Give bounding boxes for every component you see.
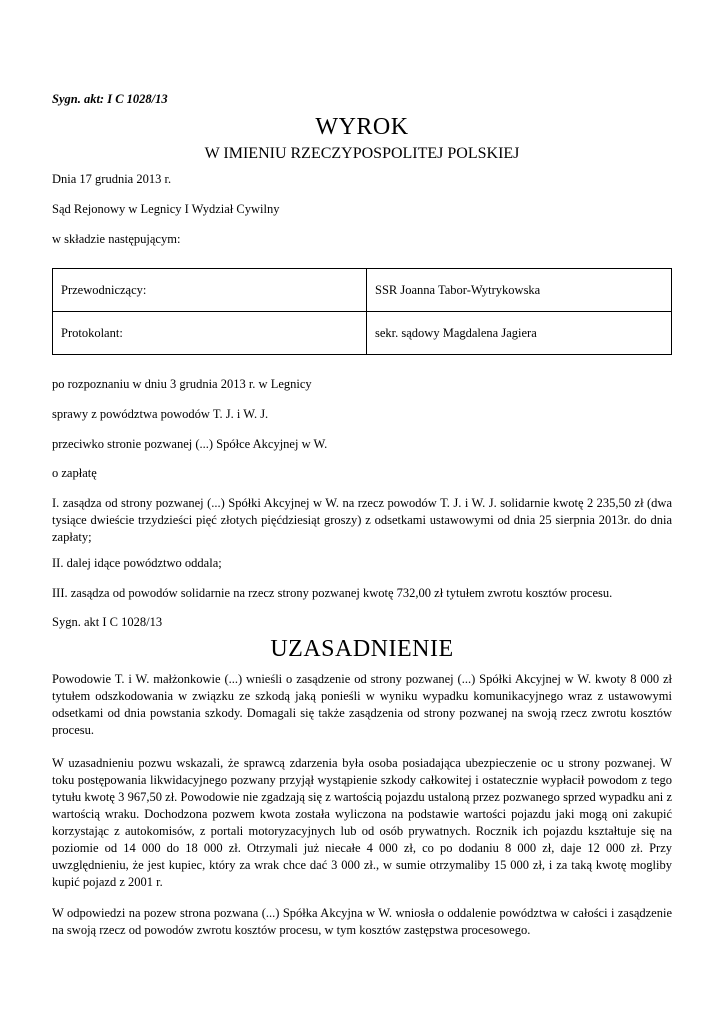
panel-role: Przewodniczący: <box>53 269 367 312</box>
table-row <box>53 269 672 312</box>
panel-person: SSR Joanna Tabor-Wytrykowska <box>367 269 672 312</box>
composition-label: w składzie następującym: <box>52 232 181 246</box>
justification-paragraph-3: W odpowiedzi na pozew strona pozwana (...) Spółka Akcyjna w W. wniosła o oddalenie powództwa w całości i zasądzenie na swoją rzecz od powodów zwrotu kosztów procesu, w tym kosztów zastępstwa procesowego. <box>52 906 672 937</box>
court-name: Sąd Rejonowy w Legnicy I Wydział Cywilny <box>52 202 280 216</box>
claim-subject: o zapłatę <box>52 466 97 480</box>
hearing-info: po rozpoznaniu w dniu 3 grudnia 2013 r. w Legnicy <box>52 377 312 391</box>
claim-info: sprawy z powództwa powodów T. J. i W. J. <box>52 407 269 421</box>
court-panel-table <box>52 268 672 355</box>
document-title: WYROK <box>315 114 409 140</box>
judgment-date: Dnia 17 grudnia 2013 r. <box>52 172 172 186</box>
document-subtitle: W IMIENIU RZECZYPOSPOLITEJ POLSKIEJ <box>204 145 520 162</box>
justification-paragraph-2: W uzasadnieniu pozwu wskazali, że sprawcą zdarzenia była osoba posiadająca ubezpieczenie oc u strony pozwanej. W toku postępowania likwidacyjnego pozwany przyjął wystąpienie szkody całkowitej i ostatecznie wypłacił powodom z tego tytułu kwotę 3 967,50 zł. Powodowie nie zgadzają się z wartością pojazdu ustaloną przez pozwanego sprzed wypadku ani z wartością wraku. Dochodzona pozwem kwota została wyliczona na podstawie wartości pojazdu jaki mogą oni zakupić korzystając z autokomisów, z portali motoryzacyjnych lub od osób prywatnych. Rocznik ich pojazdu kształtuje się na poziomie od 14 000 do 18 000 zł. Otrzymali już niecałe 4 000 zł, co po dodaniu 8 000 zł, daje 12 000 zł. Przy uwzględnieniu, że jest kupiec, który za wrak chce dać 3 000 zł., w sumie otrzymaliby 15 000 zł, i za taką kwotę mogliby kupić pojazd z 2001 r. <box>52 756 672 889</box>
ruling-point-3: III. zasądza od powodów solidarnie na rzecz strony pozwanej kwotę 732,00 zł tytułem zwrotu kosztów procesu. <box>52 586 613 600</box>
panel-person: sekr. sądowy Magdalena Jagiera <box>367 312 672 355</box>
ruling-point-1: I. zasądza od strony pozwanej (...) Spółki Akcyjnej w W. na rzecz powodów T. J. i W. J. solidarnie kwotę 2 235,50 zł (dwa tysiące dwieście trzydzieści pięć złotych pięćdziesiąt groszy) z odsetkami ustawowymi od dnia 25 sierpnia 2013r. do dnia zapłaty; <box>52 496 672 544</box>
table-row <box>53 312 672 355</box>
justification-paragraph-1: Powodowie T. i W. małżonkowie (...) wnieśli o zasądzenie od strony pozwanej (...) Spółki Akcyjnej w W. kwoty 8 000 zł tytułem odszkodowania w związku ze szkodą jaką ponieśli w wyniku wypadku komunikacyjnego wraz z ustawowymi odsetkami od dnia powstania szkody. Domagali się także zasądzenia od strony pozwanej na swoją rzecz zwrotu kosztów procesu. <box>52 672 672 737</box>
case-signature: Sygn. akt I C 1028/13 <box>52 615 163 629</box>
panel-role: Protokolant: <box>53 312 367 355</box>
case-signature-top: Sygn. akt: I C 1028/13 <box>52 92 168 106</box>
ruling-point-2: II. dalej idące powództwo oddala; <box>52 556 222 570</box>
defendant-info: przeciwko stronie pozwanej (...) Spółce Akcyjnej w W. <box>52 437 328 451</box>
justification-heading: UZASADNIENIE <box>270 636 454 662</box>
